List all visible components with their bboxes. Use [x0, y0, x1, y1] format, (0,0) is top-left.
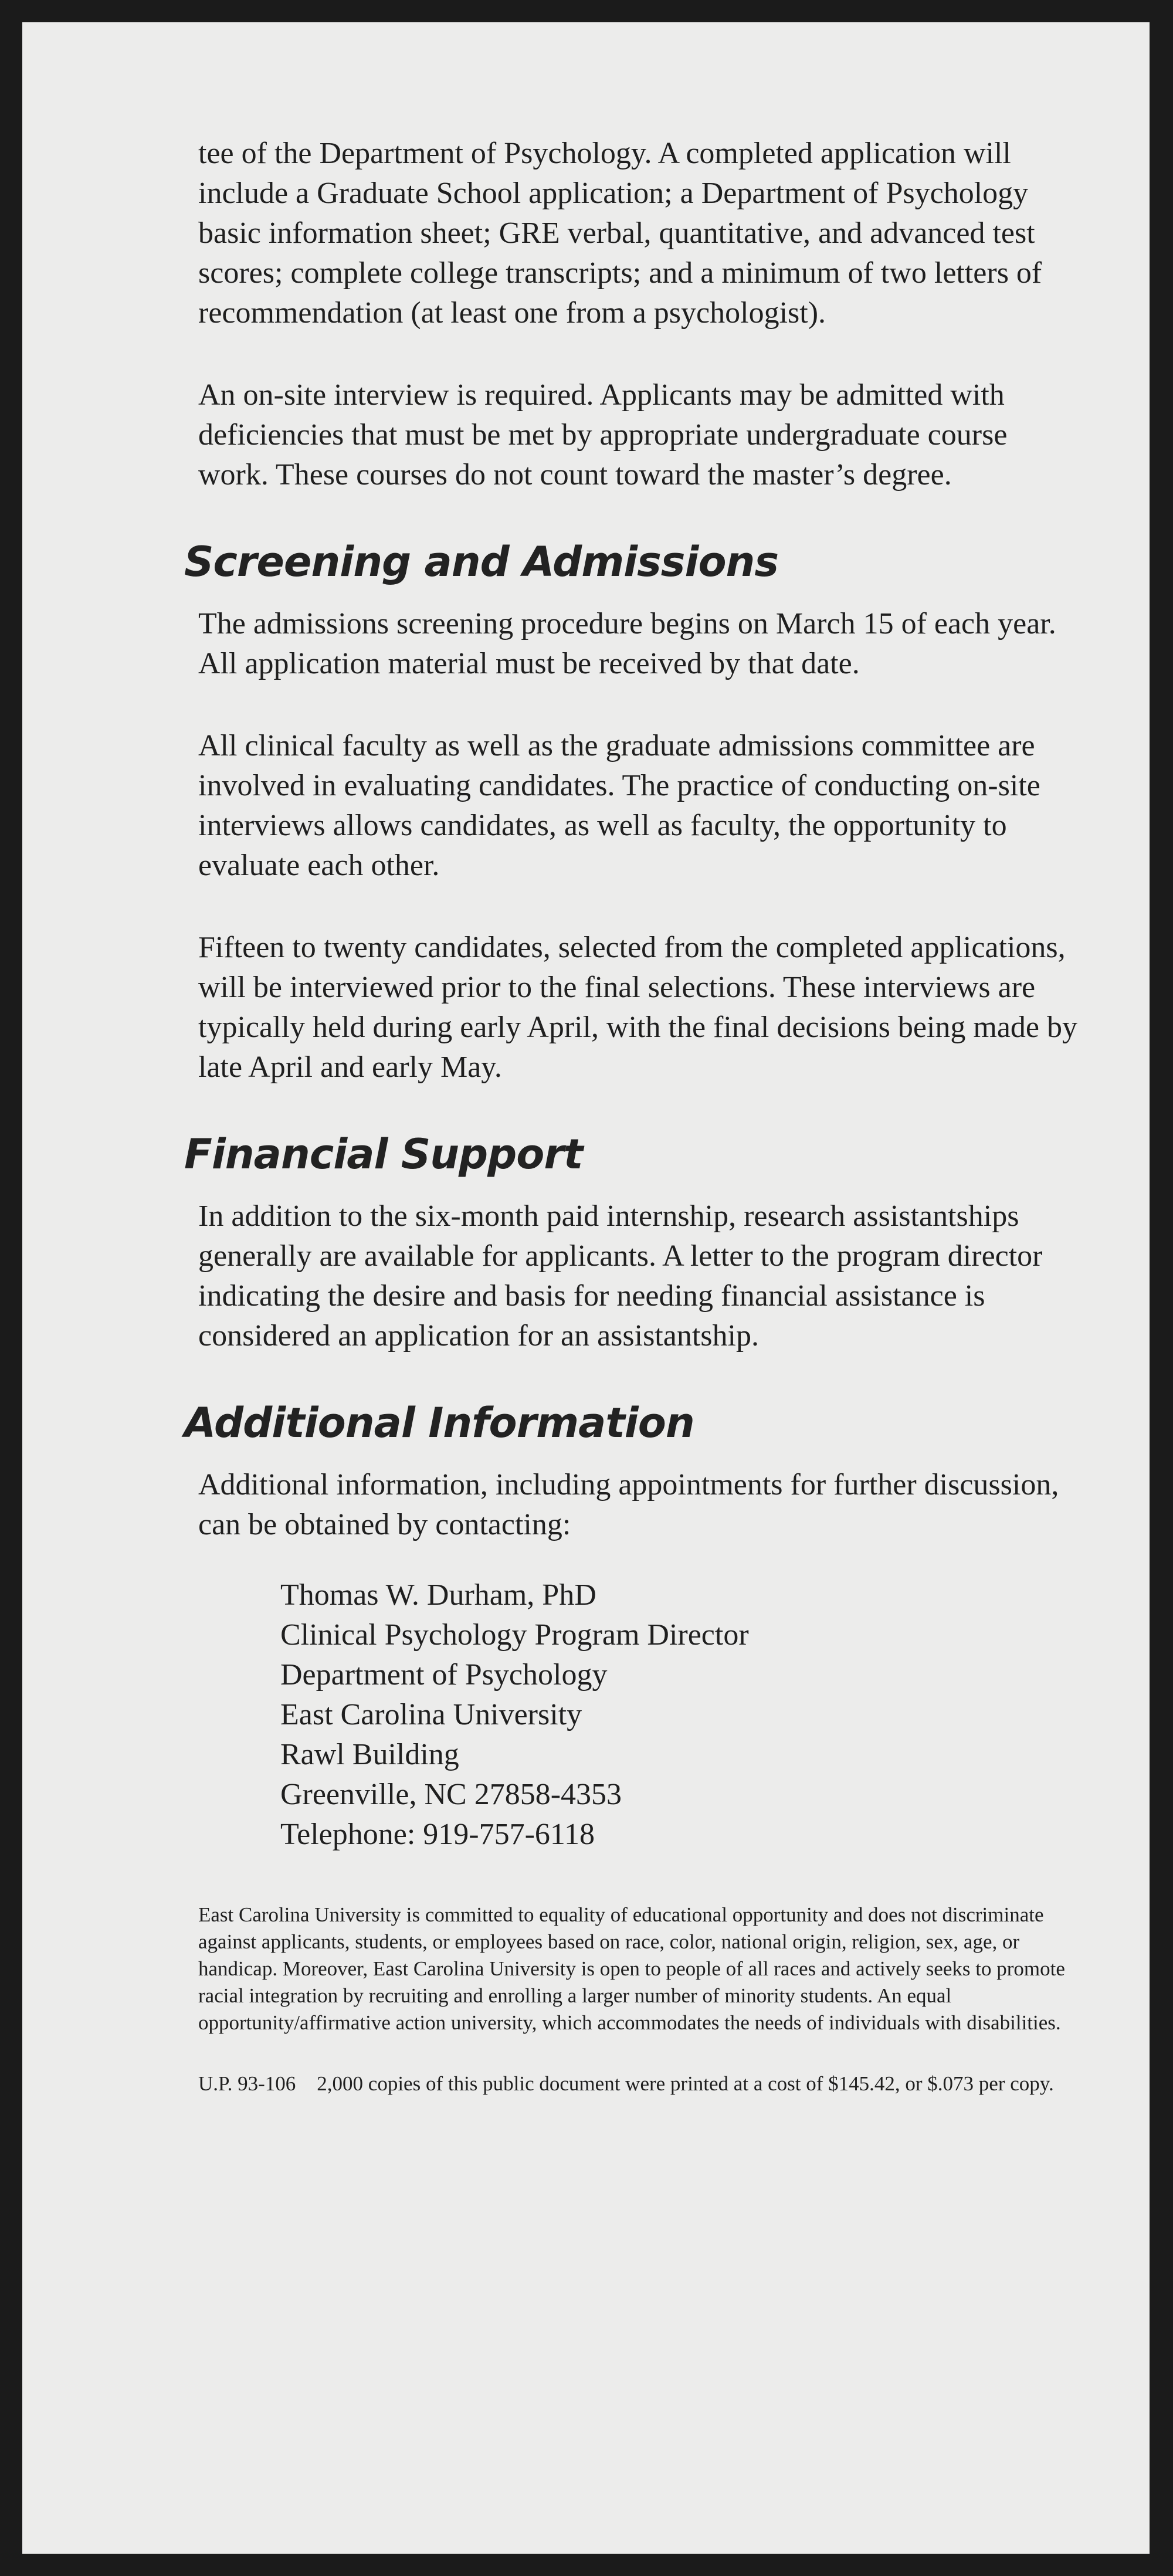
financial-heading: Financial Support [184, 1130, 583, 1178]
screening-heading: Screening and Admissions [184, 538, 779, 586]
screening-paragraph-1: The admissions screening procedure begins on March 15 of each year. All application material must be received by that date. [198, 607, 1056, 680]
contact-city: Greenville, NC 27858-4353 [280, 1778, 622, 1811]
printing-text: 2,000 copies of this public document were printed at a cost of $145.42, or $.073 per copy. [317, 2072, 1054, 2095]
contact-university: East Carolina University [280, 1698, 582, 1731]
contact-title: Clinical Psychology Program Director [280, 1618, 749, 1652]
screening-paragraph-3: Fifteen to twenty candidates, selected from the completed applications, will be interviewed prior to the final selections. These interviews are typically held during early April, with the final decisions being made by late April and early May. [198, 931, 1077, 1084]
contact-building: Rawl Building [280, 1738, 459, 1771]
printing-code: U.P. 93-106 [198, 2072, 296, 2095]
additional-info-heading: Additional Information [184, 1399, 694, 1447]
additional-info-paragraph: Additional information, including appointments for further discussion, can be obtained by contacting: [198, 1468, 1059, 1541]
contact-name: Thomas W. Durham, PhD [280, 1578, 596, 1612]
document-page [22, 22, 1150, 2554]
interview-paragraph: An on-site interview is required. Applicants may be admitted with deficiencies that must be met by appropriate undergraduate course work. These courses do not count toward the master’s degree. [198, 378, 1008, 492]
printing-statement [198, 2070, 1078, 2097]
application-contents-paragraph: tee of the Department of Psychology. A completed application will include a Graduate School application; a Department of Psychology basic information sheet; GRE verbal, quantitative, and advanced test scores; complete college transcripts; and a minimum of two letters of recommendation (at least one from a psychologist). [198, 137, 1042, 330]
page-content [184, 134, 1078, 2097]
screening-paragraph-2: All clinical faculty as well as the graduate admissions committee are involved in evaluating candidates. The practice of conducting on-site interviews allows candidates, as well as faculty, the opportunity to evaluate each other. [198, 729, 1040, 882]
equal-opportunity-notice: East Carolina University is committed to equality of educational opportunity and does not discriminate against applicants, students, or employees based on race, color, national origin, religion, sex, age, or handicap. Moreover, East Carolina University is open to people of all races and actively seeks to promote racial integration by recruiting and enrolling a larger number of minority students. An equal opportunity/affirmative action university, which accommodates the needs of individuals with disabilities. [198, 1903, 1065, 2034]
contact-department: Department of Psychology [280, 1658, 608, 1692]
financial-paragraph: In addition to the six-month paid internship, research assistantships generally are available for applicants. A letter to the program director indicating the desire and basis for needing financial assistance is considered an application for an assistantship. [198, 1199, 1043, 1353]
contact-telephone: Telephone: 919-757-6118 [280, 1818, 595, 1851]
contact-address [280, 1575, 1078, 1855]
